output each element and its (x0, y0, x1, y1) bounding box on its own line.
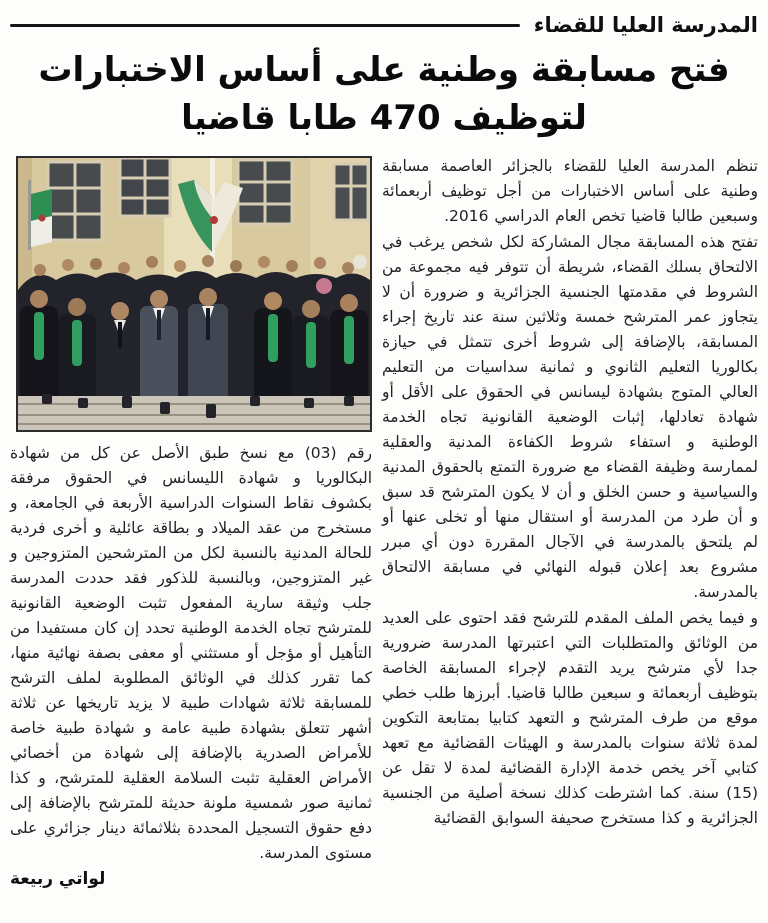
byline: لواتي ربيعة (10, 869, 106, 889)
article-photo (16, 156, 372, 432)
paragraph-4: رقم (03) مع نسخ طبق الأصل عن كل من شهادة البكالوريا و شهادة الليسانس في الحقوق مرفقة بكشوف نقاط السنوات الدراسية الأربعة في الجامعة، و مستخرج من عقد الميلاد و بطاقة عائلية و أخرى فردية للحالة المدنية بالنسبة لكل من المترشحين المتزوجين و غير المتزوجين، وبالنسبة للذكور فقد حددت المدرسة جلب وثيقة سارية المفعول تثبت الوضعية القانونية للمترشح تجاه الخدمة الوطنية تحدد إن كان مستفيدا من التأهيل أو مؤجل أو مستثني أو معفى بصفة نهائية منها، كما تقرر كذلك في الوثائق المطلوبة لملف الترشح للمسابقة ثلاثة شهادات طبية لا يزيد تاريخها عن ثلاثة أشهر تتعلق بشهادة طبية عامة و شهادة طبية خاصة للأمراض الصدرية بالإضافة إلى شهادة من أخصائي الأمراض العقلية تثبت السلامة العقلية للمترشح، و كذا ثمانية صور شمسية ملونة حديثة للمترشح بالإضافة إلى دفع حقوق التسجيل المحددة بثلاثمائة دينار جزائري على مستوى المدرسة. (10, 444, 372, 862)
paragraph-2: تفتح هذه المسابقة مجال المشاركة لكل شخص يرغب في الالتحاق بسلك القضاء، شريطة أن تتوفر فيه مجموعة من الشروط في مقدمتها الجنسية الجزائرية و ضرورة أن لا يتجاوز عمر المترشح خمسة وثلاثين سنة عند تاريخ إجراء المسابقة، بالإضافة إلى شروط أخرى تتمثل في حيازة بكالوريا التعليم الثانوي و ثمانية سداسيات من التعليم العالي المتوج بشهادة ليسانس في الحقوق على الأقل أو شهادة تعادلها، إثبات الوضعية القانونية تجاه الخدمة الوطنية و استفاء شروط الكفاءة المدنية والعقلية لممارسة وظيفة القضاء مع ضرورة التمتع بالحقوق المدنية والسياسية و حسن الخلق و أن لا يكون المترشح قد سبق و أن طرد من المدرسة أو استقال منها أو تخلى عنها أو لم يلتحق بالمدرسة في الآجال المقررة دون أي مبرر مشروع بعد إعلان قبوله النهائي في مسابقة الالتحاق بالمدرسة. (382, 233, 758, 601)
column-left (10, 154, 372, 889)
group-photo-illustration (18, 158, 370, 430)
section-kicker: المدرسة العليا للقضاء (533, 13, 758, 37)
kicker-row (10, 6, 758, 44)
headline-line2: لتوظيف 470 طابا قاضيا (181, 98, 587, 138)
article-body (10, 154, 758, 889)
kicker-rule (10, 24, 520, 27)
headline-line1: فتح مسابقة وطنية على أساس الاختبارات (38, 50, 730, 90)
column-right (382, 154, 758, 889)
paragraph-3: و فيما يخص الملف المقدم للترشح فقد احتوى على العديد من الوثائق والمتطلبات التي اعتبرتها المدرسة ضرورية جدا لأي مترشح يريد التقدم لإجراء المسابقة الخاصة بتوظيف أربعمائة و سبعين طالبا قاضيا. أبرزها طلب خطي موقع من طرف المترشح و التعهد كتابيا بمتابعة التكوين لمدة ثلاثة سنوات بالمدرسة و الهيئات القضائية مع تعهد كتابي آخر يخص خدمة الإدارة القضائية لمدة لا تقل عن (15) سنة. كما اشترطت كذلك نسخة أصلية من الجنسية الجزائرية و كذا مستخرج صحيفة السوابق القضائية (382, 609, 758, 827)
paragraph-1: تنظم المدرسة العليا للقضاء بالجزائر العاصمة مسابقة وطنية على أساس الاختبارات من أجل توظيف أربعمائة وسبعين طالبا قاضيا تخص العام الدراسي 2016. (382, 157, 758, 225)
article-headline (10, 46, 758, 142)
